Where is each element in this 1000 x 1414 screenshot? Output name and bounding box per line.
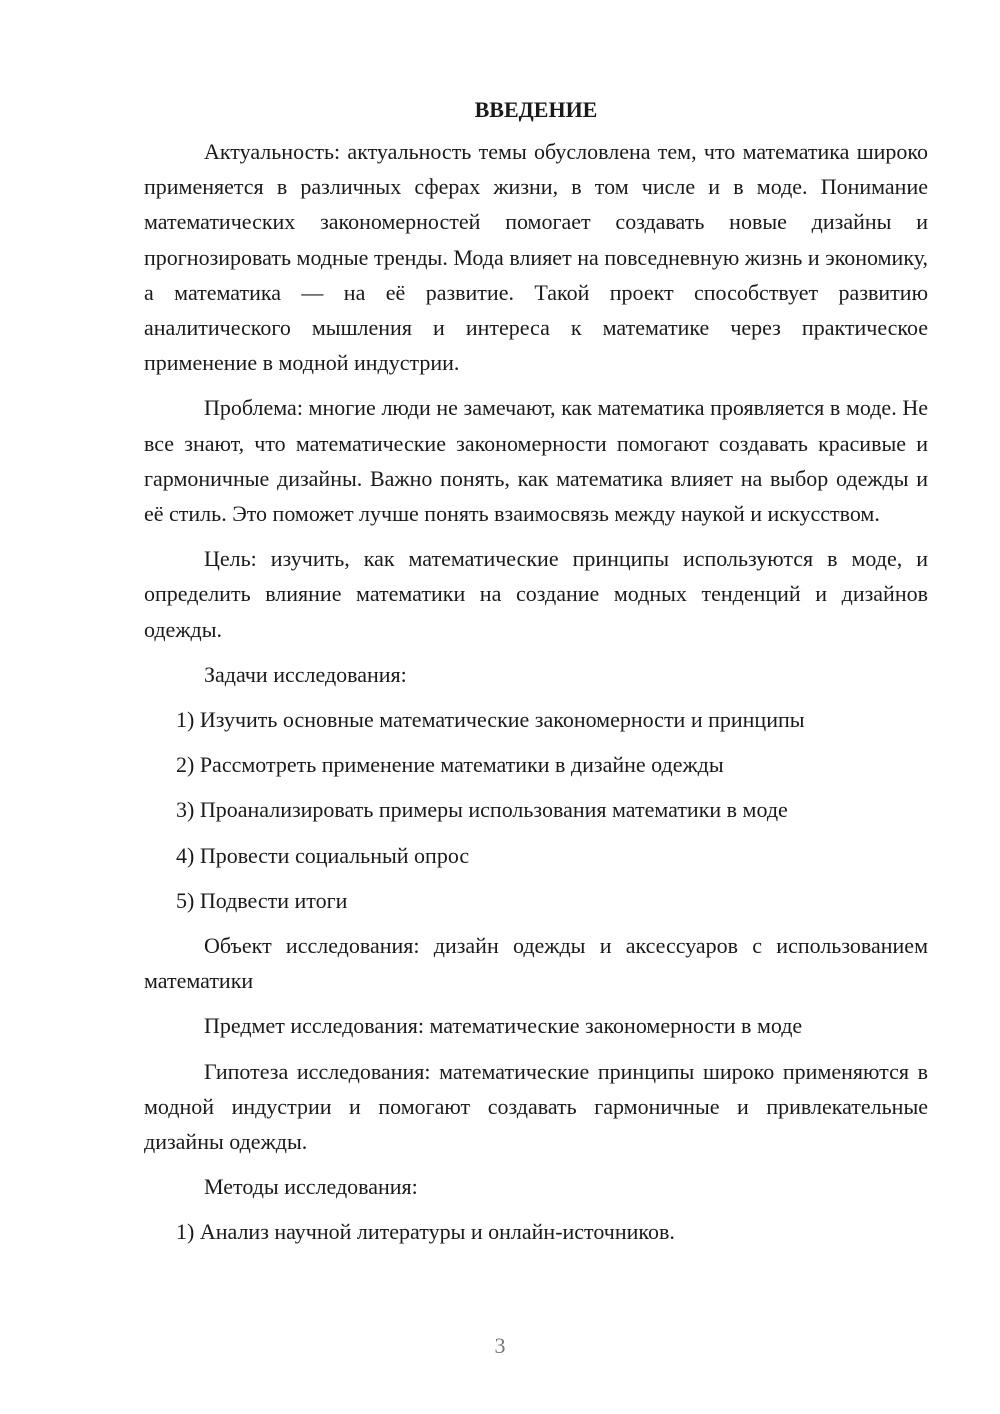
task-item-5: 5) Подвести итоги (176, 887, 348, 913)
subject-paragraph: Предмет исследования: математические закономерности в моде (204, 1013, 803, 1039)
document-page (144, 96, 928, 1260)
section-title: ВВЕДЕНИЕ (474, 97, 598, 122)
task-item-2: 2) Рассмотреть применение математики в дизайне одежды (176, 752, 724, 778)
problem-paragraph: Проблема: многие люди не замечают, как математика проявляется в моде. Не все знают, что математические закономерности помогают создавать красивые и гармоничные дизайны. Важно понять, как математика влияет на выбор одежды и её стиль. Это поможет лучше понять взаимосвязь между наукой и искусством. (144, 395, 928, 527)
goal-paragraph: Цель: изучить, как математические принципы используются в моде, и определить влияние математики на создание модных тенденций и дизайнов одежды. (144, 546, 928, 642)
relevance-paragraph: Актуальность: актуальность темы обусловлена тем, что математика широко применяется в различных сферах жизни, в том числе и в моде. Понимание математических закономерностей помогает создавать новые дизайны и прогнозировать модные тренды. Мода влияет на повседневную жизнь и экономику, а математика — на её развитие. Такой проект способствует развитию аналитического мышления и интереса к математике через практическое применение в модной индустрии. (144, 139, 928, 376)
task-item-3: 3) Проанализировать примеры использования математики в моде (176, 797, 788, 823)
page-number: 3 (494, 1333, 506, 1358)
method-item-1: 1) Анализ научной литературы и онлайн-источников. (176, 1219, 675, 1245)
task-item-1: 1) Изучить основные математические закономерности и принципы (176, 707, 805, 733)
hypothesis-paragraph: Гипотеза исследования: математические принципы широко применяются в модной индустрии и помогают создавать гармоничные и привлекательные дизайны одежды. (144, 1058, 928, 1155)
methods-heading: Методы исследования: (204, 1174, 418, 1200)
tasks-heading: Задачи исследования: (204, 661, 407, 687)
object-paragraph: Объект исследования: дизайн одежды и аксессуаров с использованием математики (144, 933, 928, 994)
task-item-4: 4) Провести социальный опрос (176, 842, 470, 868)
